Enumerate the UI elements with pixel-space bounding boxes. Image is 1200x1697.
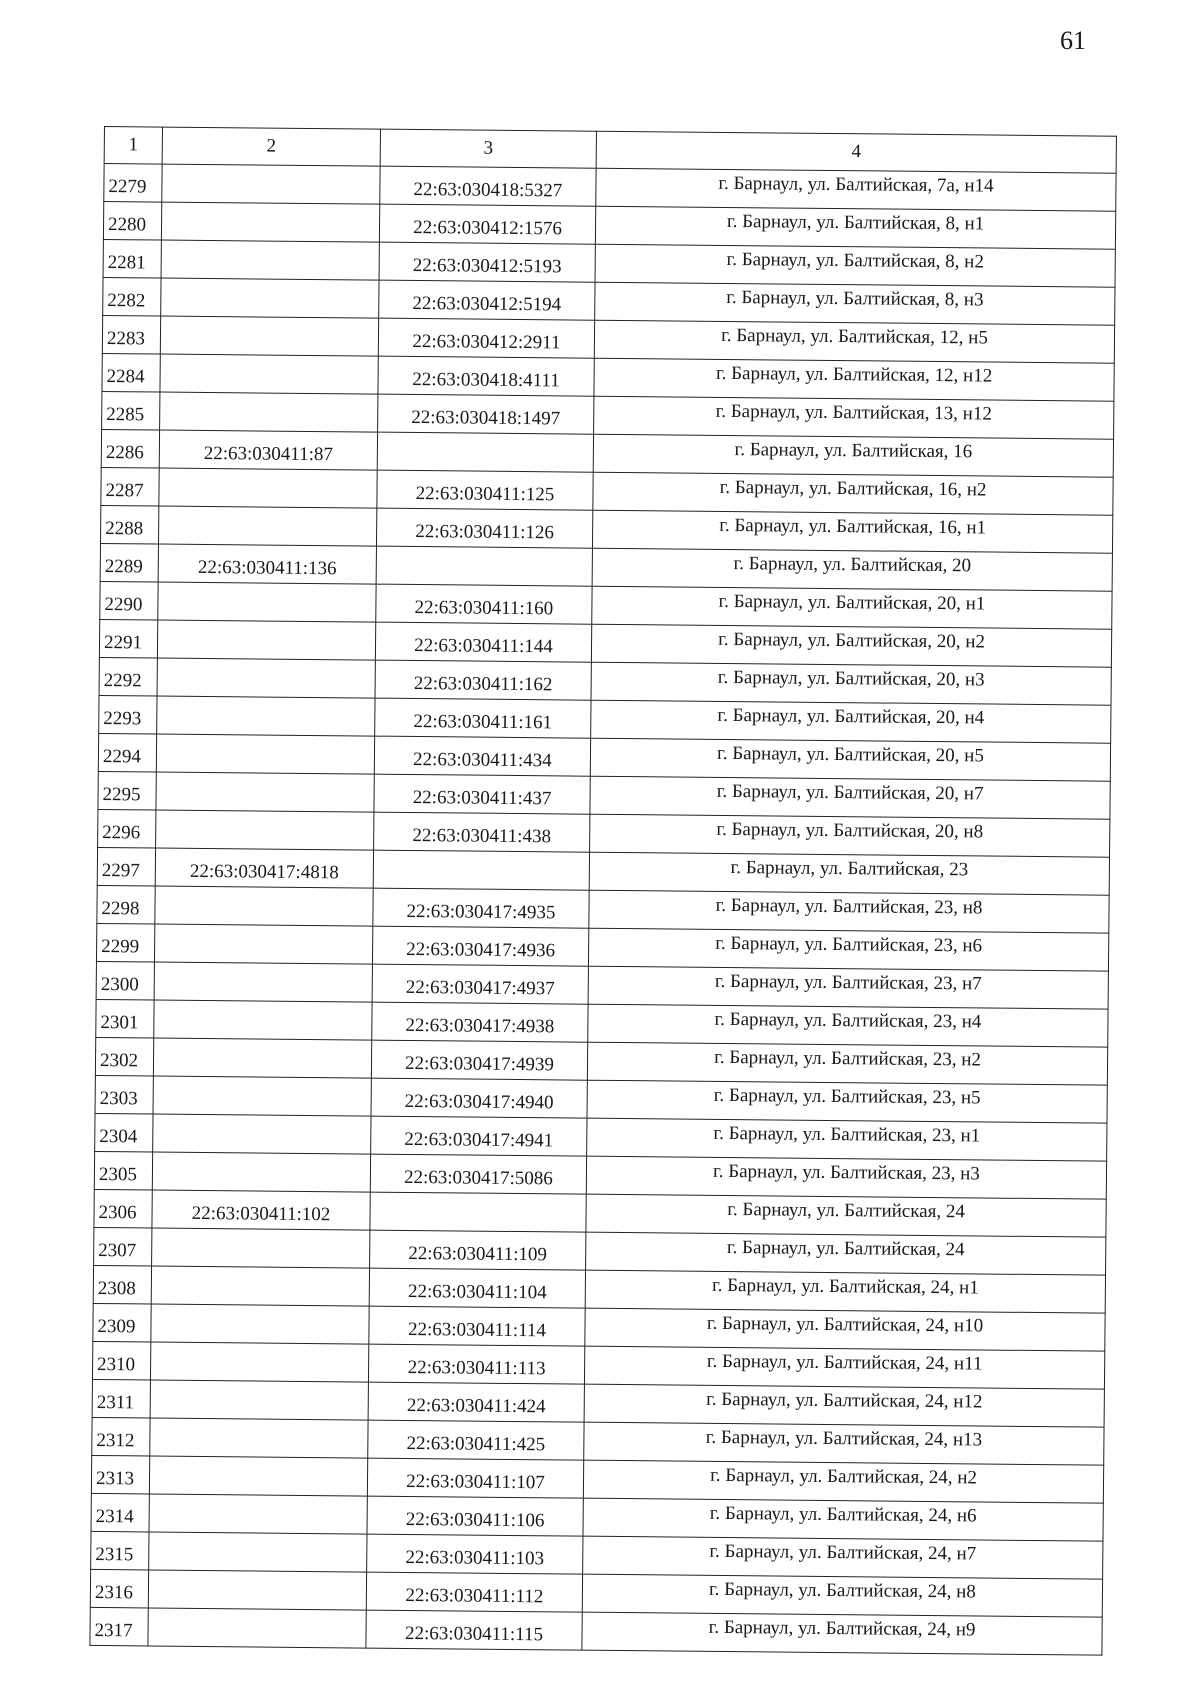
address-cell: г. Барнаул, ул. Балтийская, 24, н1 <box>585 1270 1105 1313</box>
land-parcel-cell <box>150 1342 368 1382</box>
address-cell: г. Барнаул, ул. Балтийская, 24, н12 <box>584 1384 1104 1427</box>
land-parcel-cell <box>161 278 379 318</box>
cadastral-number-cell: 22:63:030411:126 <box>376 508 592 548</box>
cadastral-number-cell: 22:63:030412:2911 <box>378 318 594 358</box>
cadastral-number-cell: 22:63:030411:106 <box>367 1496 583 1536</box>
cadastral-number-cell: 22:63:030411:437 <box>374 774 590 814</box>
header-col-4: 4 <box>596 131 1116 173</box>
address-cell: г. Барнаул, ул. Балтийская, 23, н6 <box>588 928 1108 971</box>
land-parcel-cell <box>155 886 373 926</box>
cadastral-number-cell: 22:63:030411:115 <box>366 1610 582 1650</box>
cadastral-number-cell: 22:63:030417:4940 <box>371 1078 587 1118</box>
page-number: 61 <box>1060 26 1086 55</box>
land-parcel-cell <box>154 962 372 1002</box>
cadastral-number-cell <box>370 1192 586 1232</box>
cadastral-number-cell: 22:63:030411:438 <box>374 812 590 852</box>
row-number-cell: 2315 <box>91 1531 149 1570</box>
address-cell: г. Барнаул, ул. Балтийская, 20, н7 <box>590 776 1110 819</box>
address-cell: г. Барнаул, ул. Балтийская, 24 <box>586 1194 1106 1237</box>
row-number-cell: 2296 <box>98 809 156 848</box>
land-parcel-cell: 22:63:030411:87 <box>159 430 377 470</box>
address-cell: г. Барнаул, ул. Балтийская, 12, н12 <box>594 358 1114 401</box>
row-number-cell: 2285 <box>102 391 160 430</box>
address-cell: г. Барнаул, ул. Балтийская, 16, н1 <box>592 510 1112 553</box>
row-number-cell: 2280 <box>103 202 161 241</box>
registry-table-container <box>89 126 1116 1656</box>
land-parcel-cell <box>150 1380 368 1420</box>
cadastral-number-cell <box>376 546 592 586</box>
land-parcel-cell <box>153 1038 371 1078</box>
row-number-cell: 2281 <box>103 239 161 278</box>
land-parcel-cell <box>162 164 380 204</box>
land-parcel-cell <box>152 1228 370 1268</box>
address-cell: г. Барнаул, ул. Балтийская, 23, н7 <box>588 966 1108 1009</box>
header-col-3: 3 <box>380 129 596 168</box>
cadastral-number-cell: 22:63:030411:109 <box>370 1230 586 1270</box>
row-number-cell: 2279 <box>104 164 162 203</box>
address-cell: г. Барнаул, ул. Балтийская, 24, н13 <box>584 1422 1104 1465</box>
row-number-cell: 2317 <box>90 1607 148 1646</box>
land-parcel-cell <box>152 1152 370 1192</box>
address-cell: г. Барнаул, ул. Балтийская, 24, н9 <box>582 1612 1102 1655</box>
address-cell: г. Барнаул, ул. Балтийская, 20, н1 <box>592 586 1112 629</box>
cadastral-number-cell: 22:63:030411:107 <box>367 1458 583 1498</box>
address-cell: г. Барнаул, ул. Балтийская, 23, н5 <box>587 1080 1107 1123</box>
land-parcel-cell <box>161 202 379 242</box>
row-number-cell: 2290 <box>100 581 158 620</box>
land-parcel-cell: 22:63:030411:136 <box>158 544 376 584</box>
land-parcel-cell <box>157 696 375 736</box>
row-number-cell: 2316 <box>90 1569 148 1608</box>
row-number-cell: 2312 <box>92 1417 150 1456</box>
land-parcel-cell <box>151 1266 369 1306</box>
address-cell: г. Барнаул, ул. Балтийская, 24, н10 <box>585 1308 1105 1351</box>
cadastral-number-cell: 22:63:030417:4937 <box>372 964 588 1004</box>
row-number-cell: 2293 <box>99 695 157 734</box>
land-parcel-cell <box>157 658 375 698</box>
land-parcel-cell <box>151 1304 369 1344</box>
cadastral-number-cell: 22:63:030411:112 <box>366 1572 582 1612</box>
cadastral-number-cell: 22:63:030411:424 <box>368 1382 584 1422</box>
row-number-cell: 2306 <box>94 1189 152 1228</box>
address-cell: г. Барнаул, ул. Балтийская, 20, н8 <box>590 814 1110 857</box>
cadastral-number-cell: 22:63:030417:4935 <box>373 888 589 928</box>
row-number-cell: 2313 <box>91 1455 149 1494</box>
address-cell: г. Барнаул, ул. Балтийская, 23 <box>589 852 1109 895</box>
row-number-cell: 2311 <box>92 1379 150 1418</box>
address-cell: г. Барнаул, ул. Балтийская, 23, н2 <box>587 1042 1107 1085</box>
cadastral-number-cell: 22:63:030411:125 <box>377 470 593 510</box>
cadastral-number-cell: 22:63:030412:1576 <box>379 204 595 244</box>
table-body <box>90 164 1116 1656</box>
row-number-cell: 2299 <box>96 923 154 962</box>
land-parcel-cell <box>153 1114 371 1154</box>
cadastral-number-cell: 22:63:030411:113 <box>368 1344 584 1384</box>
row-number-cell: 2288 <box>100 505 158 544</box>
address-cell: г. Барнаул, ул. Балтийская, 23, н1 <box>587 1118 1107 1161</box>
row-number-cell: 2282 <box>103 277 161 316</box>
address-cell: г. Барнаул, ул. Балтийская, 13, н12 <box>594 396 1114 439</box>
row-number-cell: 2304 <box>95 1113 153 1152</box>
row-number-cell: 2287 <box>101 467 159 506</box>
row-number-cell: 2291 <box>99 619 157 658</box>
land-parcel-cell <box>149 1494 367 1534</box>
land-parcel-cell <box>160 392 378 432</box>
address-cell: г. Барнаул, ул. Балтийская, 24, н11 <box>584 1346 1104 1389</box>
cadastral-number-cell: 22:63:030411:161 <box>375 698 591 738</box>
cadastral-number-cell: 22:63:030417:4936 <box>372 926 588 966</box>
row-number-cell: 2295 <box>98 771 156 810</box>
row-number-cell: 2303 <box>95 1075 153 1114</box>
row-number-cell: 2300 <box>96 961 154 1000</box>
row-number-cell: 2286 <box>101 429 159 468</box>
cadastral-number-cell <box>377 432 593 472</box>
land-parcel-cell <box>156 772 374 812</box>
land-parcel-cell <box>157 620 375 660</box>
address-cell: г. Барнаул, ул. Балтийская, 16 <box>593 434 1113 477</box>
land-parcel-cell <box>154 1000 372 1040</box>
cadastral-number-cell: 22:63:030411:103 <box>367 1534 583 1574</box>
address-cell: г. Барнаул, ул. Балтийская, 8, н2 <box>595 244 1115 287</box>
row-number-cell: 2307 <box>94 1227 152 1266</box>
land-parcel-cell <box>154 924 372 964</box>
land-parcel-cell <box>159 468 377 508</box>
address-cell: г. Барнаул, ул. Балтийская, 8, н3 <box>595 282 1115 325</box>
row-number-cell: 2289 <box>100 543 158 582</box>
land-parcel-cell <box>156 734 374 774</box>
land-parcel-cell <box>158 506 376 546</box>
land-parcel-cell <box>158 582 376 622</box>
land-parcel-cell <box>161 240 379 280</box>
row-number-cell: 2302 <box>95 1037 153 1076</box>
land-parcel-cell <box>156 810 374 850</box>
land-parcel-cell <box>160 354 378 394</box>
land-parcel-cell <box>148 1570 366 1610</box>
address-cell: г. Барнаул, ул. Балтийская, 8, н1 <box>595 206 1115 249</box>
row-number-cell: 2284 <box>102 353 160 392</box>
cadastral-number-cell: 22:63:030411:162 <box>375 660 591 700</box>
land-parcel-cell <box>153 1076 371 1116</box>
registry-table <box>89 126 1117 1656</box>
cadastral-number-cell <box>373 850 589 890</box>
cadastral-number-cell: 22:63:030412:5193 <box>379 242 595 282</box>
row-number-cell: 2305 <box>94 1151 152 1190</box>
row-number-cell: 2298 <box>97 885 155 924</box>
land-parcel-cell <box>160 316 378 356</box>
address-cell: г. Барнаул, ул. Балтийская, 20, н4 <box>591 700 1111 743</box>
cadastral-number-cell: 22:63:030411:104 <box>369 1268 585 1308</box>
address-cell: г. Барнаул, ул. Балтийская, 20, н5 <box>590 738 1110 781</box>
row-number-cell: 2297 <box>97 847 155 886</box>
address-cell: г. Барнаул, ул. Балтийская, 24, н6 <box>583 1498 1103 1541</box>
address-cell: г. Барнаул, ул. Балтийская, 12, н5 <box>594 320 1114 363</box>
address-cell: г. Барнаул, ул. Балтийская, 24, н7 <box>583 1536 1103 1579</box>
row-number-cell: 2308 <box>93 1265 151 1304</box>
cadastral-number-cell: 22:63:030411:144 <box>375 622 591 662</box>
land-parcel-cell <box>149 1532 367 1572</box>
address-cell: г. Барнаул, ул. Балтийская, 16, н2 <box>593 472 1113 515</box>
header-col-1: 1 <box>104 127 162 165</box>
row-number-cell: 2283 <box>102 315 160 354</box>
cadastral-number-cell: 22:63:030417:5086 <box>370 1154 586 1194</box>
cadastral-number-cell: 22:63:030411:425 <box>368 1420 584 1460</box>
row-number-cell: 2292 <box>99 657 157 696</box>
address-cell: г. Барнаул, ул. Балтийская, 20, н3 <box>591 662 1111 705</box>
address-cell: г. Барнаул, ул. Балтийская, 20, н2 <box>591 624 1111 667</box>
address-cell: г. Барнаул, ул. Балтийская, 24, н8 <box>582 1574 1102 1617</box>
cadastral-number-cell: 22:63:030417:4941 <box>371 1116 587 1156</box>
header-col-2: 2 <box>162 127 380 166</box>
row-number-cell: 2294 <box>98 733 156 772</box>
address-cell: г. Барнаул, ул. Балтийская, 23, н4 <box>588 1004 1108 1047</box>
cadastral-number-cell: 22:63:030411:160 <box>376 584 592 624</box>
address-cell: г. Барнаул, ул. Балтийская, 20 <box>592 548 1112 591</box>
cadastral-number-cell: 22:63:030417:4938 <box>372 1002 588 1042</box>
cadastral-number-cell: 22:63:030417:4939 <box>371 1040 587 1080</box>
land-parcel-cell <box>150 1418 368 1458</box>
address-cell: г. Барнаул, ул. Балтийская, 24, н2 <box>583 1460 1103 1503</box>
address-cell: г. Барнаул, ул. Балтийская, 23, н8 <box>589 890 1109 933</box>
cadastral-number-cell: 22:63:030418:4111 <box>378 356 594 396</box>
land-parcel-cell: 22:63:030411:102 <box>152 1190 370 1230</box>
address-cell: г. Барнаул, ул. Балтийская, 23, н3 <box>586 1156 1106 1199</box>
land-parcel-cell <box>149 1456 367 1496</box>
cadastral-number-cell: 22:63:030418:5327 <box>380 166 596 206</box>
row-number-cell: 2314 <box>91 1493 149 1532</box>
cadastral-number-cell: 22:63:030411:114 <box>369 1306 585 1346</box>
cadastral-number-cell: 22:63:030411:434 <box>374 736 590 776</box>
row-number-cell: 2301 <box>96 999 154 1038</box>
row-number-cell: 2309 <box>93 1303 151 1342</box>
cadastral-number-cell: 22:63:030418:1497 <box>378 394 594 434</box>
address-cell: г. Барнаул, ул. Балтийская, 24 <box>586 1232 1106 1275</box>
land-parcel-cell <box>148 1608 366 1648</box>
row-number-cell: 2310 <box>92 1341 150 1380</box>
cadastral-number-cell: 22:63:030412:5194 <box>379 280 595 320</box>
land-parcel-cell: 22:63:030417:4818 <box>155 848 373 888</box>
address-cell: г. Барнаул, ул. Балтийская, 7а, н14 <box>596 168 1116 211</box>
